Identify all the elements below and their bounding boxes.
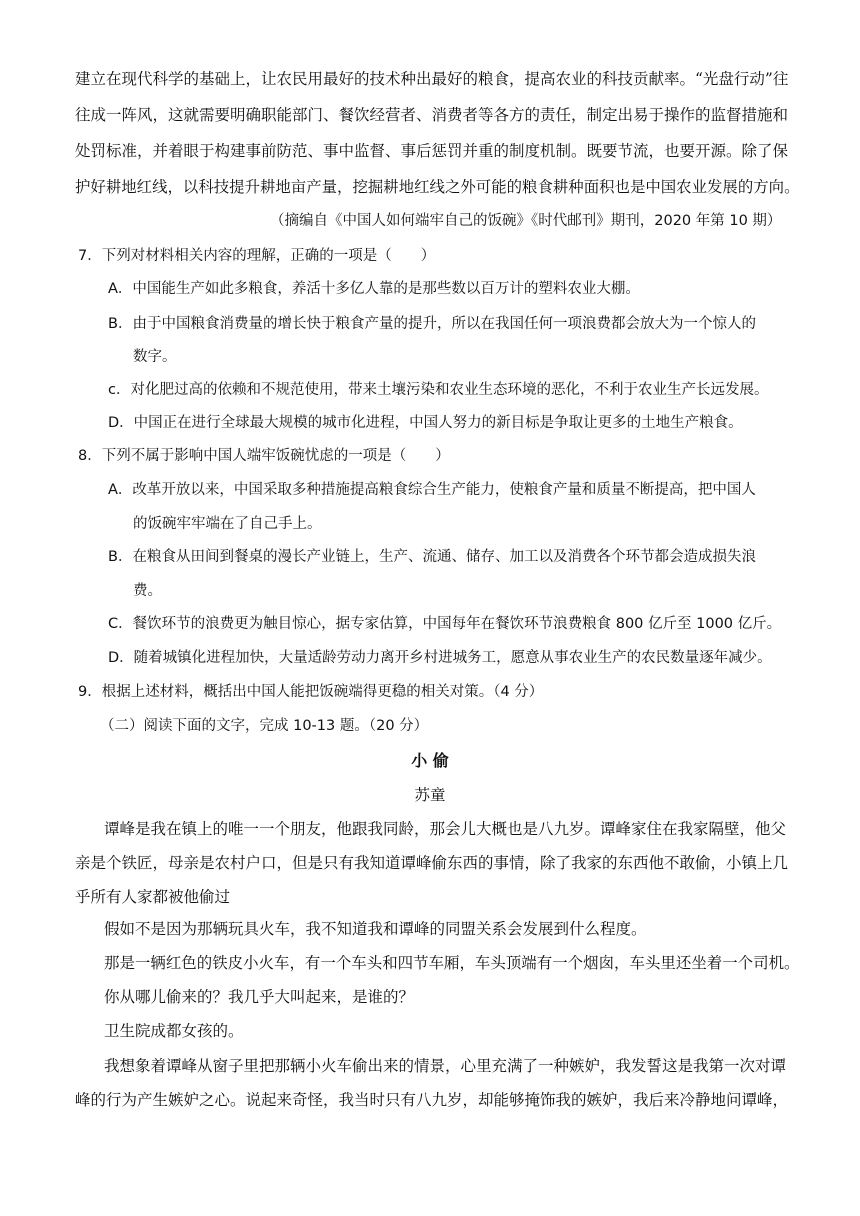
story-title: 小 偷	[411, 751, 449, 770]
q7-option-d: D．中国正在进行全球最大规模的城市化进程，中国人努力的新目标是争取让更多的土地生产粮食。	[108, 415, 743, 431]
passage-line: 建立在现代科学的基础上，让农民用最好的技术种出最好的粮食，提高农业的科技贡献率。“光盘行动”往	[75, 70, 789, 88]
q8-option-d: D．随着城镇化进程加快，大量适龄劳动力离开乡村进城务工，愿意从事农业生产的农民数量逐年减少。	[108, 650, 772, 666]
question-7-stem: 7．下列对材料相关内容的理解，正确的一项是（ ）	[78, 248, 436, 264]
q8-option-b-cont: 费。	[133, 583, 162, 599]
source-note: （摘编自《中国人如何端牢自己的饭碗》《时代邮刊》期刊，2020 年第 10 期）	[270, 213, 782, 229]
question-8-stem: 8．下列不属于影响中国人端牢饭碗忧虑的一项是（ ）	[78, 448, 450, 464]
q7-option-c: c．对化肥过高的依赖和不规范使用，带来土壤污染和农业生态环境的恶化，不利于农业生产长远发展。	[108, 382, 769, 398]
story-line: 假如不是因为那辆玩具火车，我不知道我和谭峰的同盟关系会发展到什么程度。	[104, 920, 647, 938]
q7-option-b: B．由于中国粮食消费量的增长快于粮食产量的提升，所以在我国任何一项浪费都会放大为一个惊人的	[108, 316, 756, 332]
story-line: 亲是个铁匠，母亲是农村户口，但是只有我知道谭峰偷东西的事情，除了我家的东西他不敢偷，小镇上几	[75, 854, 789, 872]
section-heading: （二）阅读下面的文字，完成 10-13 题。（20 分）	[100, 718, 429, 734]
q8-option-b: B．在粮食从田间到餐桌的漫长产业链上，生产、流通、储存、加工以及消费各个环节都会造成损失浪	[108, 549, 756, 565]
passage-line: 处罚标准，并着眼于构建事前防范、事中监督、事后惩罚并重的制度机制。既要节流，也要开源。除了保	[75, 142, 789, 160]
passage-line: 往成一阵风，这就需要明确职能部门、餐饮经营者、消费者等各方的责任，制定出易于操作的监督措施和	[75, 106, 789, 124]
q7-option-a: A．中国能生产如此多粮食，养活十多亿人靠的是那些数以百万计的塑料农业大棚。	[108, 281, 640, 297]
passage-line: 护好耕地红线，以科技提升耕地亩产量，挖掘耕地红线之外可能的粮食耕种面积也是中国农业发展的方向。	[75, 178, 800, 196]
story-author: 苏童	[414, 786, 446, 804]
story-line: 你从哪儿偷来的？我几乎大叫起来，是谁的？	[104, 988, 415, 1006]
story-line: 谭峰是我在镇上的唯一一个朋友，他跟我同龄，那会儿大概也是八九岁。谭峰家住在我家隔壁，他父	[104, 820, 787, 838]
q7-option-b-cont: 数字。	[133, 349, 177, 365]
story-line: 那是一辆红色的铁皮小火车，有一个车头和四节车厢，车头顶端有一个烟囱，车头里还坐着一个司机。	[104, 954, 800, 972]
question-9: 9．根据上述材料，概括出中国人能把饭碗端得更稳的相关对策。（4 分）	[78, 684, 544, 700]
story-line: 乎所有人家都被他偷过	[75, 888, 231, 906]
story-line: 峰的行为产生嫉妒之心。说起来奇怪，我当时只有八九岁，却能够掩饰我的嫉妒，我后来冷静地问谭峰，	[75, 1091, 789, 1109]
q8-option-a-cont: 的饭碗牢牢端在了自己手上。	[133, 516, 322, 532]
story-line: 卫生院成都女孩的。	[104, 1022, 244, 1040]
story-line: 我想象着谭峰从窗子里把那辆小火车偷出来的情景，心里充满了一种嫉妒，我发誓这是我第一次对谭	[104, 1057, 787, 1075]
q8-option-a: A．改革开放以来，中国采取多种措施提高粮食综合生产能力，使粮食产量和质量不断提高，把中国人	[108, 482, 756, 498]
q8-option-c: C．餐饮环节的浪费更为触目惊心，据专家估算，中国每年在餐饮环节浪费粮食 800 亿斤至 1000 亿斤。	[108, 616, 782, 632]
